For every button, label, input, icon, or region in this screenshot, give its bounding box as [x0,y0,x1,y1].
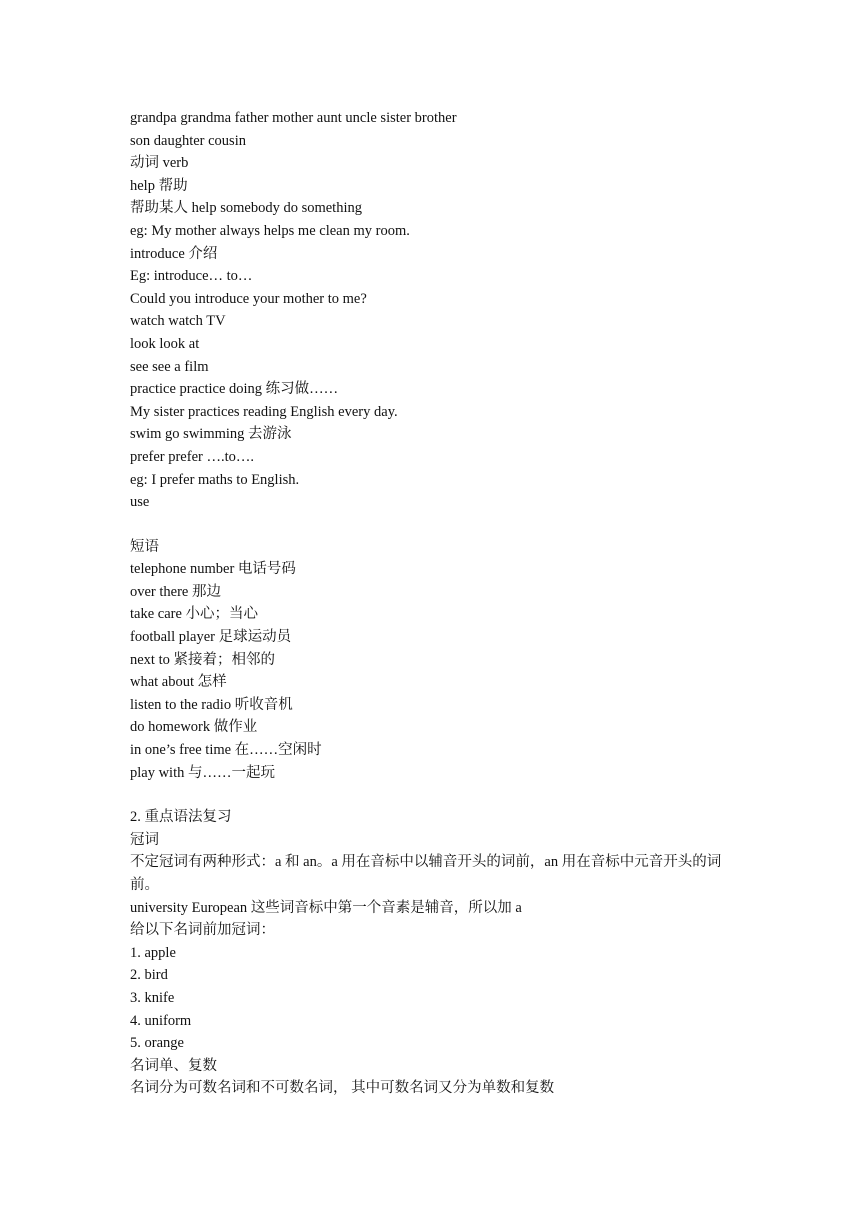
phrase-item: telephone number 电话号码 [130,561,296,578]
phrase-item: over there 那边 [130,583,221,600]
verb-prefer-example: eg: I prefer maths to English. [130,471,300,488]
phrase-item: listen to the radio 听收音机 [130,696,293,713]
family-words-line-2: son daughter cousin [130,132,246,149]
nouns-heading: 名词单、复数 [130,1057,217,1074]
exercise-item: 2. bird [130,967,168,984]
verb-use: use [130,494,150,511]
grammar-section-title: 2. 重点语法复习 [130,809,232,826]
phrase-item: take care 小心；当心 [130,606,259,623]
phrase-item: what about 怎样 [130,674,227,691]
verb-watch: watch watch TV [130,313,226,330]
blank-line [130,514,740,536]
phrase-item: in one’s free time 在……空闲时 [130,742,322,759]
verb-see: see see a film [130,358,209,375]
phrase-item: next to 紧接着；相邻的 [130,651,275,668]
exercise-item: 4. uniform [130,1012,192,1029]
phrases-heading: 短语 [130,538,159,555]
verb-look: look look at [130,335,200,352]
verb-introduce: introduce 介绍 [130,245,218,262]
articles-rule: 不定冠词有两种形式：a 和 an。a 用在音标中以辅音开头的词前，an 用在音标中元音开头的词前。 [130,854,722,893]
exercise-prompt: 给以下名词前加冠词： [130,922,275,939]
verb-help: help 帮助 [130,177,188,194]
phrase-item: football player 足球运动员 [130,629,292,646]
nouns-rule: 名词分为可数名词和不可数名词， 其中可数名词又分为单数和复数 [130,1080,555,1097]
exercise-item: 3. knife [130,989,175,1006]
document-page [130,107,740,1100]
blank-line [130,784,740,806]
verb-practice-example: My sister practices reading English every day. [130,403,398,420]
family-words-line-1: grandpa grandma father mother aunt uncle sister brother [130,110,457,126]
verb-heading: 动词 verb [130,155,189,172]
verb-introduce-example: Could you introduce your mother to me? [130,290,367,307]
verb-practice: practice practice doing 练习做…… [130,381,339,398]
articles-heading: 冠词 [130,831,159,848]
verb-prefer: prefer prefer ….to…. [130,448,254,465]
exercise-item: 5. orange [130,1035,184,1052]
phrase-item: play with 与……一起玩 [130,764,275,781]
verb-help-phrase: 帮助某人 help somebody do something [130,200,362,217]
phrase-item: do homework 做作业 [130,719,258,736]
verb-help-example: eg: My mother always helps me clean my room. [130,222,410,239]
exercise-item: 1. apple [130,944,176,961]
verb-introduce-pattern: Eg: introduce… to… [130,268,253,285]
verb-swim: swim go swimming 去游泳 [130,426,292,443]
articles-note: university European 这些词音标中第一个音素是辅音，所以加 a [130,899,522,916]
